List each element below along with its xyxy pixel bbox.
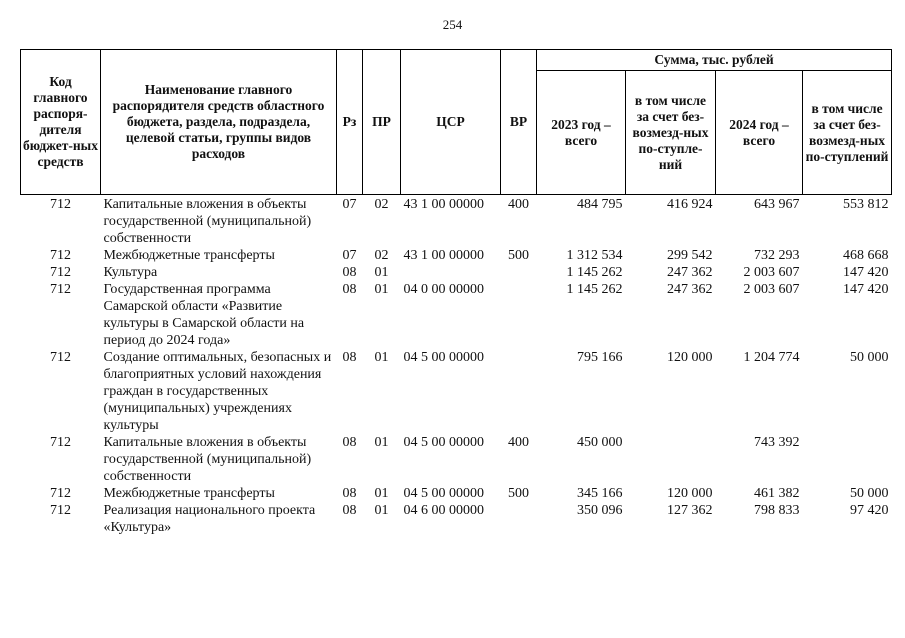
cell-code: 712 bbox=[50, 265, 71, 280]
cell-2024-total: 732 293 bbox=[754, 248, 800, 263]
cell-name: Капитальные вложения в объекты государственной (муниципальной) собственности bbox=[103, 435, 312, 484]
cell-2024-free bbox=[803, 434, 892, 485]
cell-2024-total: 1 204 774 bbox=[743, 350, 800, 365]
header-2023-free: в том числе за счет без-возмезд-ных по-ступле-ний bbox=[626, 71, 716, 195]
table-row bbox=[21, 281, 892, 349]
header-code: Код главного распоря-дителя бюджет-ных средств bbox=[21, 50, 101, 195]
cell-name: Культура bbox=[103, 265, 158, 280]
cell-csr: 04 6 00 00000 bbox=[403, 503, 484, 518]
table-row bbox=[21, 264, 892, 281]
cell-pr: 01 bbox=[374, 282, 389, 297]
header-csr: ЦСР bbox=[401, 50, 501, 195]
header-pr: ПР bbox=[363, 50, 401, 195]
header-2024-free: в том числе за счет без-возмезд-ных по-ступлений bbox=[803, 71, 892, 195]
header-sum-group: Сумма, тыс. рублей bbox=[537, 50, 892, 71]
header-name: Наименование главного распорядителя средств областного бюджета, раздела, подраздела, целевой статьи, группы видов расходов bbox=[101, 50, 337, 195]
cell-vr bbox=[501, 502, 537, 536]
header-2024-total: 2024 год – всего bbox=[716, 71, 803, 195]
cell-2023-free: 247 362 bbox=[667, 282, 713, 297]
cell-2024-free: 553 812 bbox=[843, 197, 889, 212]
cell-2023-total: 1 145 262 bbox=[566, 282, 623, 297]
cell-vr bbox=[501, 349, 537, 434]
cell-rz: 08 bbox=[342, 486, 357, 501]
cell-2024-free: 147 420 bbox=[843, 265, 889, 280]
table-row bbox=[21, 502, 892, 536]
cell-2024-free: 50 000 bbox=[850, 486, 889, 501]
cell-2023-total: 1 145 262 bbox=[566, 265, 623, 280]
cell-csr: 04 5 00 00000 bbox=[403, 486, 484, 501]
cell-2023-free bbox=[626, 434, 716, 485]
cell-vr bbox=[501, 264, 537, 281]
cell-2023-free: 120 000 bbox=[667, 486, 713, 501]
cell-name: Государственная программа Самарской области «Развитие культуры в Самарской области на период до 2024 года» bbox=[103, 282, 305, 348]
cell-code: 712 bbox=[50, 282, 71, 297]
cell-2023-total: 484 795 bbox=[577, 197, 623, 212]
cell-rz: 08 bbox=[342, 503, 357, 518]
cell-2024-total: 643 967 bbox=[754, 197, 800, 212]
cell-2023-free: 299 542 bbox=[667, 248, 713, 263]
cell-name: Капитальные вложения в объекты государственной (муниципальной) собственности bbox=[103, 197, 312, 246]
cell-rz: 08 bbox=[342, 350, 357, 365]
cell-2024-total: 743 392 bbox=[754, 435, 800, 450]
table-row bbox=[21, 195, 892, 248]
cell-name: Реализация национального проекта «Культура» bbox=[103, 503, 316, 535]
cell-2024-free: 468 668 bbox=[843, 248, 889, 263]
cell-csr: 43 1 00 00000 bbox=[403, 248, 484, 263]
cell-2023-free: 247 362 bbox=[667, 265, 713, 280]
cell-code: 712 bbox=[50, 486, 71, 501]
cell-code: 712 bbox=[50, 435, 71, 450]
cell-name: Межбюджетные трансферты bbox=[103, 486, 275, 501]
cell-pr: 02 bbox=[374, 248, 389, 263]
cell-vr: 500 bbox=[508, 486, 529, 501]
cell-rz: 08 bbox=[342, 435, 357, 450]
cell-rz: 08 bbox=[342, 265, 357, 280]
cell-csr bbox=[401, 264, 501, 281]
cell-vr: 400 bbox=[508, 435, 529, 450]
cell-2023-total: 450 000 bbox=[577, 435, 623, 450]
cell-csr: 43 1 00 00000 bbox=[403, 197, 484, 212]
cell-vr: 400 bbox=[508, 197, 529, 212]
cell-2023-total: 1 312 534 bbox=[566, 248, 623, 263]
cell-2024-total: 2 003 607 bbox=[743, 265, 800, 280]
table-row bbox=[21, 485, 892, 502]
cell-2024-total: 2 003 607 bbox=[743, 282, 800, 297]
table-row bbox=[21, 247, 892, 264]
cell-name: Создание оптимальных, безопасных и благоприятных условий нахождения граждан в государственных (муниципальных) учреждениях культуры bbox=[103, 350, 332, 433]
table-row bbox=[21, 434, 892, 485]
page-number: 254 bbox=[442, 17, 463, 32]
cell-2023-free: 120 000 bbox=[667, 350, 713, 365]
cell-rz: 07 bbox=[342, 248, 357, 263]
cell-vr: 500 bbox=[508, 248, 529, 263]
cell-2024-total: 798 833 bbox=[754, 503, 800, 518]
header-rz: Рз bbox=[337, 50, 363, 195]
cell-2024-total: 461 382 bbox=[754, 486, 800, 501]
cell-2023-total: 350 096 bbox=[577, 503, 623, 518]
cell-code: 712 bbox=[50, 197, 71, 212]
cell-code: 712 bbox=[50, 350, 71, 365]
cell-pr: 01 bbox=[374, 350, 389, 365]
cell-pr: 01 bbox=[374, 486, 389, 501]
cell-code: 712 bbox=[50, 248, 71, 263]
cell-csr: 04 0 00 00000 bbox=[403, 282, 484, 297]
cell-code: 712 bbox=[50, 503, 71, 518]
cell-2023-free: 127 362 bbox=[667, 503, 713, 518]
cell-rz: 07 bbox=[342, 197, 357, 212]
cell-csr: 04 5 00 00000 bbox=[403, 435, 484, 450]
table-header bbox=[21, 50, 892, 195]
header-2023-total: 2023 год – всего bbox=[537, 71, 626, 195]
cell-rz: 08 bbox=[342, 282, 357, 297]
table-body bbox=[21, 195, 892, 537]
cell-2023-free: 416 924 bbox=[667, 197, 713, 212]
table-row bbox=[21, 349, 892, 434]
cell-2023-total: 345 166 bbox=[577, 486, 623, 501]
header-vr: ВР bbox=[501, 50, 537, 195]
cell-name: Межбюджетные трансферты bbox=[103, 248, 275, 263]
cell-vr bbox=[501, 281, 537, 349]
cell-2023-total: 795 166 bbox=[577, 350, 623, 365]
cell-2024-free: 147 420 bbox=[843, 282, 889, 297]
cell-csr: 04 5 00 00000 bbox=[403, 350, 484, 365]
budget-table bbox=[20, 49, 892, 536]
cell-pr: 01 bbox=[374, 265, 389, 280]
cell-pr: 01 bbox=[374, 503, 389, 518]
cell-2024-free: 50 000 bbox=[850, 350, 889, 365]
cell-pr: 02 bbox=[374, 197, 389, 212]
cell-pr: 01 bbox=[374, 435, 389, 450]
cell-2024-free: 97 420 bbox=[850, 503, 889, 518]
